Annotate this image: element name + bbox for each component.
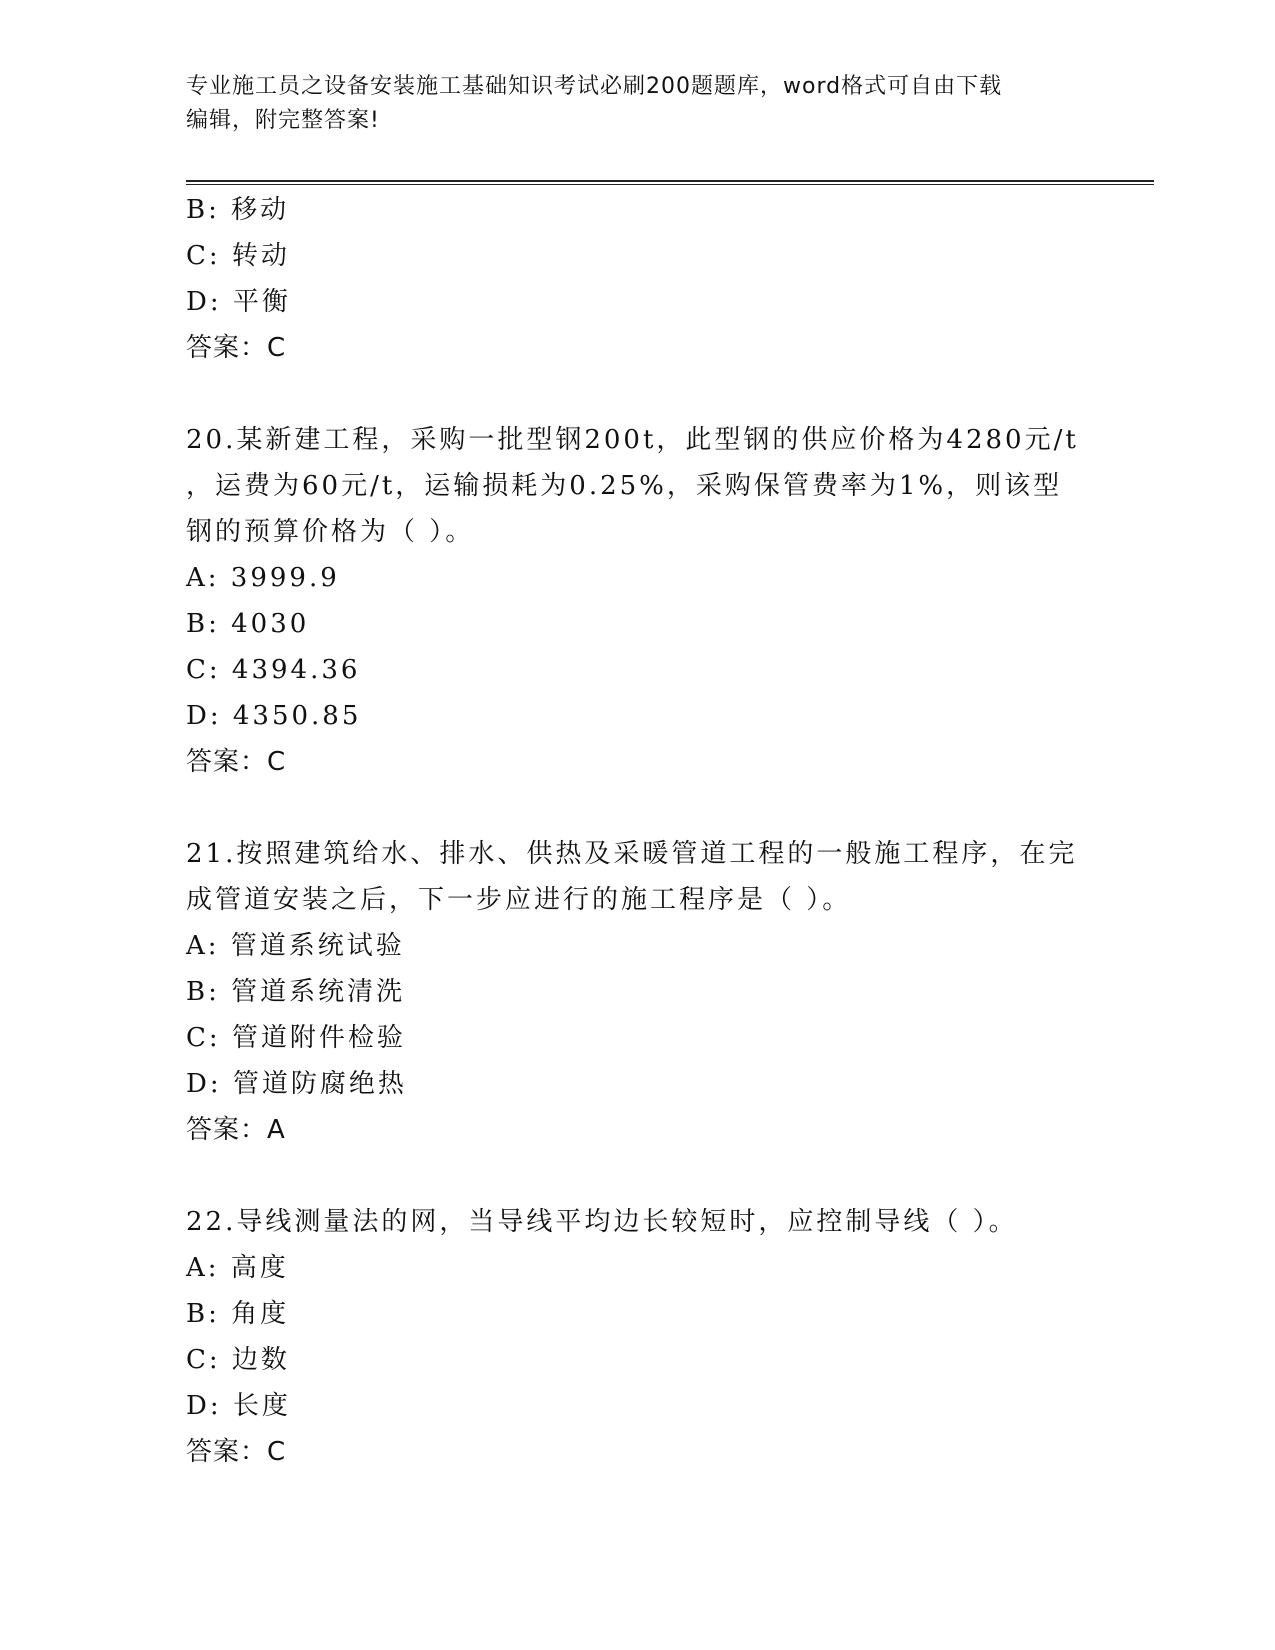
- document-header: [186, 70, 1086, 138]
- answer-line: 答案：A: [186, 1115, 286, 1145]
- answer-line: 答案：C: [186, 747, 287, 777]
- option-d: D: 管道防腐绝热: [186, 1069, 407, 1099]
- option-c: C: 转动: [186, 241, 290, 271]
- option-a: A: 管道系统试验: [186, 931, 405, 961]
- question-stem-line: ，运费为60元/t，运输损耗为0.25%，采购保管费率为1%，则该型: [186, 471, 1063, 501]
- option-c: C: 管道附件检验: [186, 1023, 406, 1053]
- option-b: B: 管道系统清洗: [186, 977, 406, 1007]
- option-b: B: 4030: [186, 609, 310, 639]
- header-divider-thin: [186, 184, 1154, 185]
- answer-line: 答案：C: [186, 333, 287, 363]
- option-c: C: 4394.36: [186, 655, 361, 685]
- question-stem-line: 22.导线测量法的网，当导线平均边长较短时，应控制导线（ ）。: [186, 1207, 1018, 1237]
- question-stem-line: 成管道安装之后，下一步应进行的施工程序是（ ）。: [186, 885, 852, 915]
- question-stem-line: 21.按照建筑给水、排水、供热及采暖管道工程的一般施工程序，在完: [186, 839, 1078, 869]
- question-stem-line: 钢的预算价格为（ ）。: [186, 517, 475, 547]
- option-d: D: 4350.85: [186, 701, 362, 731]
- option-b: B: 角度: [186, 1299, 290, 1329]
- question-stem-line: 20.某新建工程，采购一批型钢200t，此型钢的供应价格为4280元/t: [186, 425, 1079, 455]
- option-b: B: 移动: [186, 195, 290, 225]
- header-line-2: 编辑，附完整答案!: [186, 108, 380, 133]
- header-divider-thick: [186, 180, 1154, 182]
- header-line-1: 专业施工员之设备安装施工基础知识考试必刷200题题库，word格式可自由下载: [186, 74, 1003, 99]
- option-c: C: 边数: [186, 1345, 290, 1375]
- option-d: D: 长度: [186, 1391, 291, 1421]
- option-a: A: 高度: [186, 1253, 289, 1283]
- option-d: D: 平衡: [186, 287, 291, 317]
- answer-line: 答案：C: [186, 1437, 287, 1467]
- option-a: A: 3999.9: [186, 563, 340, 593]
